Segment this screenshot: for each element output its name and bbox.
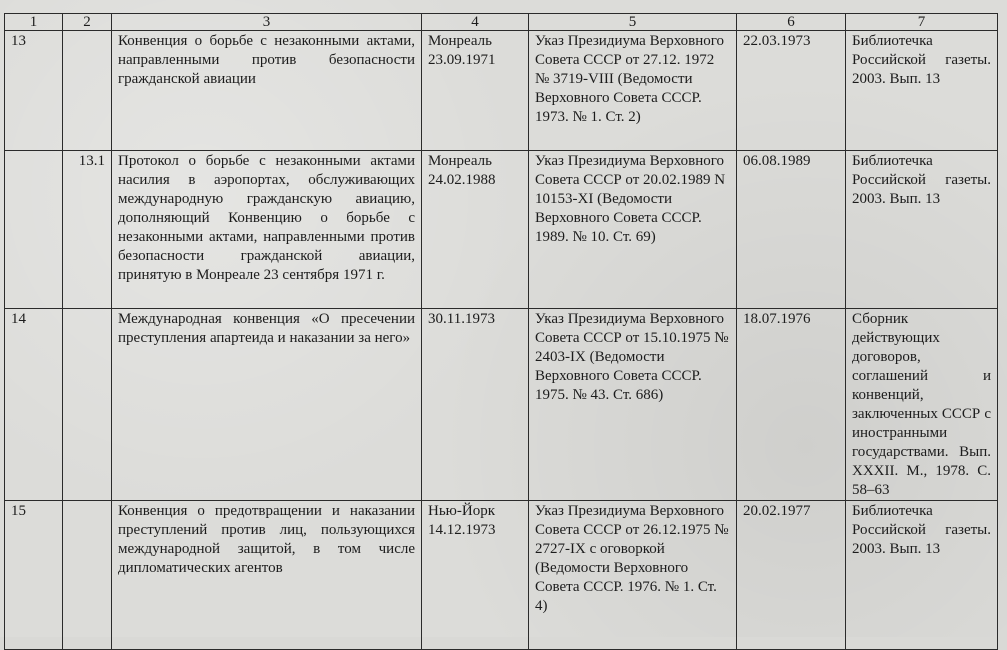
place-and-date: 30.11.1973: [422, 309, 529, 501]
treaty-table: [4, 13, 998, 650]
row-subnumber: [63, 309, 112, 501]
treaty-title: Конвенция о борьбе с незаконными актами, направленными против безопасности гражданской авиации: [112, 31, 422, 151]
row-number: 13: [5, 31, 63, 151]
ratification-decree: Указ Президиума Верховного Совета СССР от 26.12.1975 № 2727-IX с оговоркой (Ведомости Верховного Совета СССР. 1976. № 1. Ст. 4): [529, 501, 737, 650]
column-number-5: 5: [529, 14, 737, 31]
publication-source: Библиотечка Российской газеты. 2003. Вып. 13: [846, 151, 998, 309]
column-number-2: 2: [63, 14, 112, 31]
ratification-decree: Указ Президиума Верховного Совета СССР от 15.10.1975 № 2403-IX (Ведомости Верховного Совета СССР. 1975. № 43. Ст. 686): [529, 309, 737, 501]
treaty-title: Конвенция о предотвращении и наказании преступлений против лиц, пользующихся международной защитой, в том числе дипломатических агентов: [112, 501, 422, 650]
row-subnumber: [63, 31, 112, 151]
treaty-title: Протокол о борьбе с незаконными актами насилия в аэропортах, обслуживающих международную гражданскую авиацию, дополняющий Конвенцию о борьбе с незаконными актами, направленными против безопасности гражданской авиации, принятую в Монреале 23 сентября 1971 г.: [112, 151, 422, 309]
table-header-row: [5, 14, 998, 31]
treaty-title: Международная конвенция «О пресечении преступления апартеида и наказании за него»: [112, 309, 422, 501]
entry-into-force-date: 06.08.1989: [737, 151, 846, 309]
publication-source: Библиотечка Российской газеты. 2003. Вып. 13: [846, 31, 998, 151]
ratification-decree: Указ Президиума Верховного Совета СССР от 27.12. 1972 № 3719-VIII (Ведомости Верховного Совета СССР. 1973. № 1. Ст. 2): [529, 31, 737, 151]
entry-into-force-date: 18.07.1976: [737, 309, 846, 501]
row-number: 14: [5, 309, 63, 501]
row-subnumber: 13.1: [63, 151, 112, 309]
column-number-1: 1: [5, 14, 63, 31]
column-number-7: 7: [846, 14, 998, 31]
table-row: [5, 31, 998, 151]
entry-into-force-date: 22.03.1973: [737, 31, 846, 151]
column-number-3: 3: [112, 14, 422, 31]
table-row: [5, 309, 998, 501]
publication-source: Библиотечка Российской газеты. 2003. Вып. 13: [846, 501, 998, 650]
ratification-decree: Указ Президиума Верховного Совета СССР от 20.02.1989 N 10153-XI (Ведомости Верховного Совета СССР. 1989. № 10. Ст. 69): [529, 151, 737, 309]
row-number: 15: [5, 501, 63, 650]
entry-into-force-date: 20.02.1977: [737, 501, 846, 650]
row-number: [5, 151, 63, 309]
column-number-6: 6: [737, 14, 846, 31]
table-row: [5, 501, 998, 650]
place-and-date: Монреаль 24.02.1988: [422, 151, 529, 309]
place-and-date: Монреаль 23.09.1971: [422, 31, 529, 151]
column-number-4: 4: [422, 14, 529, 31]
table-row: [5, 151, 998, 309]
publication-source: Сборник действующих договоров, соглашений и конвенций, заключенных СССР с иностранными государствами. Вып. XXXII. М., 1978. С. 58–63: [846, 309, 998, 501]
row-subnumber: [63, 501, 112, 650]
place-and-date: Нью-Йорк 14.12.1973: [422, 501, 529, 650]
